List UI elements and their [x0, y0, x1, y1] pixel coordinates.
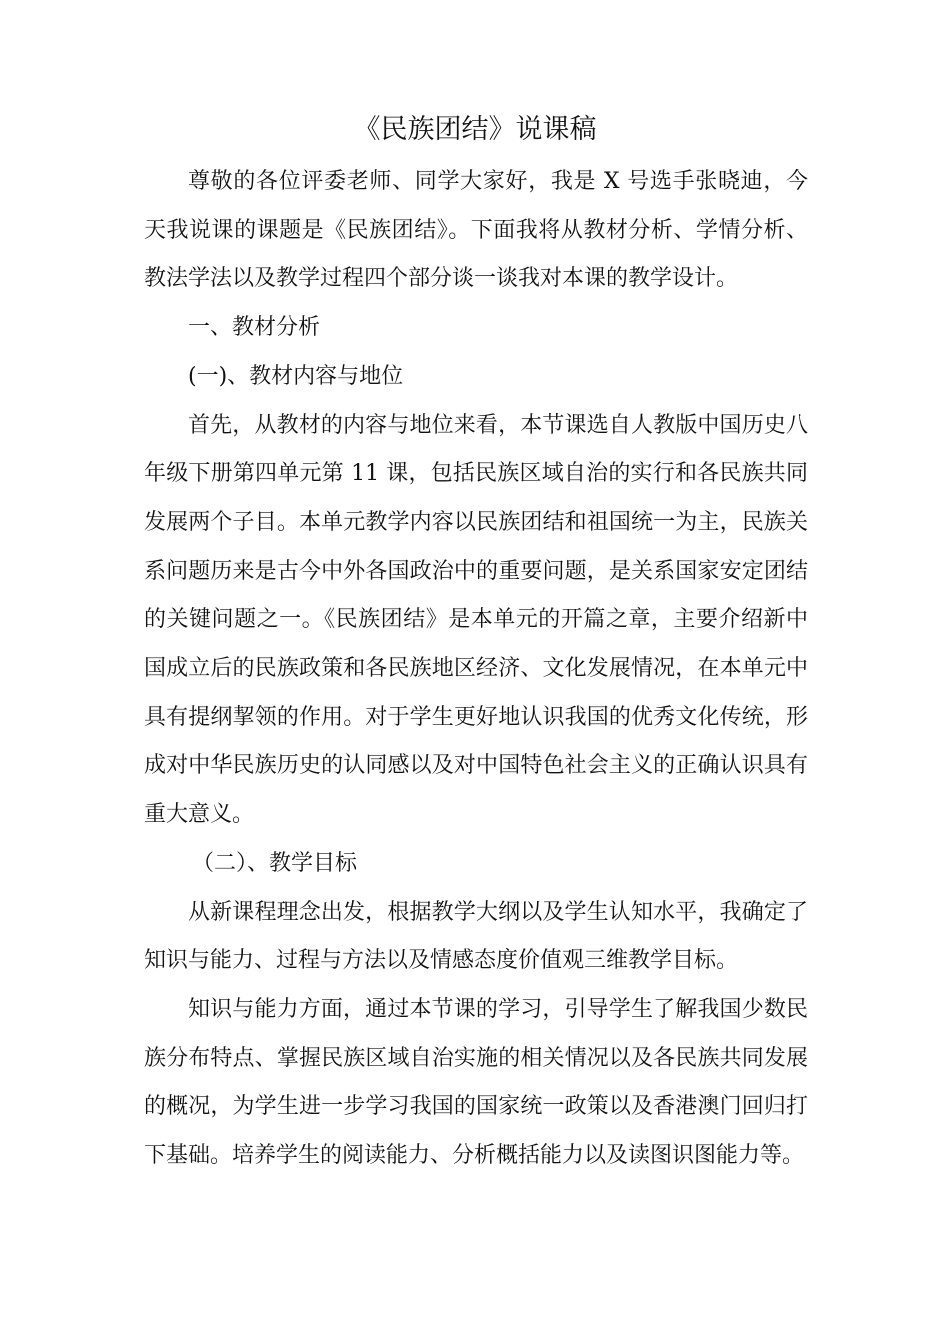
content-position-paragraph: 首先，从教材的内容与地位来看，本节课选自人教版中国历史八年级下册第四单元第 11 课，包括民族区域自治的实行和各民族共同发展两个子目。本单元教学内容以民族团结和祖国统一为主，民族关系问题历来是古今中外各国政治中的重要问题，是关系国家安定团结的关键问题之一。《民族团结》是本单元的开篇之章，主要介绍新中国成立后的民族政策和各民族地区经济、文化发展情况，在本单元中具有提纲挈领的作用。对于学生更好地认识我国的优秀文化传统，形成对中华民族历史的认同感以及对中国特色社会主义的正确认识具有重大意义。	[144, 412, 808, 828]
document-title: 《民族团结》说课稿	[353, 114, 597, 145]
subsection-heading-teaching-goals: （二）、教学目标	[192, 850, 358, 876]
document-body	[144, 158, 808, 1181]
intro-paragraph: 尊敬的各位评委老师、同学大家好，我是 X 号选手张晓迪，今天我说课的课题是《民族团结》。下面我将从教材分析、学情分析、教法学法以及教学过程四个部分谈一谈我对本课的教学设计。	[144, 169, 808, 292]
subsection-heading-content-position: (一)、教材内容与地位	[188, 363, 404, 389]
knowledge-ability-paragraph: 知识与能力方面，通过本节课的学习，引导学生了解我国少数民族分布特点、掌握民族区域自治实施的相关情况以及各民族共同发展的概况，为学生进一步学习我国的国家统一政策以及香港澳门回归打下基础。培养学生的阅读能力、分析概括能力以及读图识图能力等。	[144, 996, 808, 1169]
section-heading-textbook-analysis: 一、教材分析	[188, 315, 321, 341]
goals-intro-paragraph: 从新课程理念出发，根据教学大纲以及学生认知水平，我确定了知识与能力、过程与方法以及情感态度价值观三维教学目标。	[144, 899, 808, 974]
